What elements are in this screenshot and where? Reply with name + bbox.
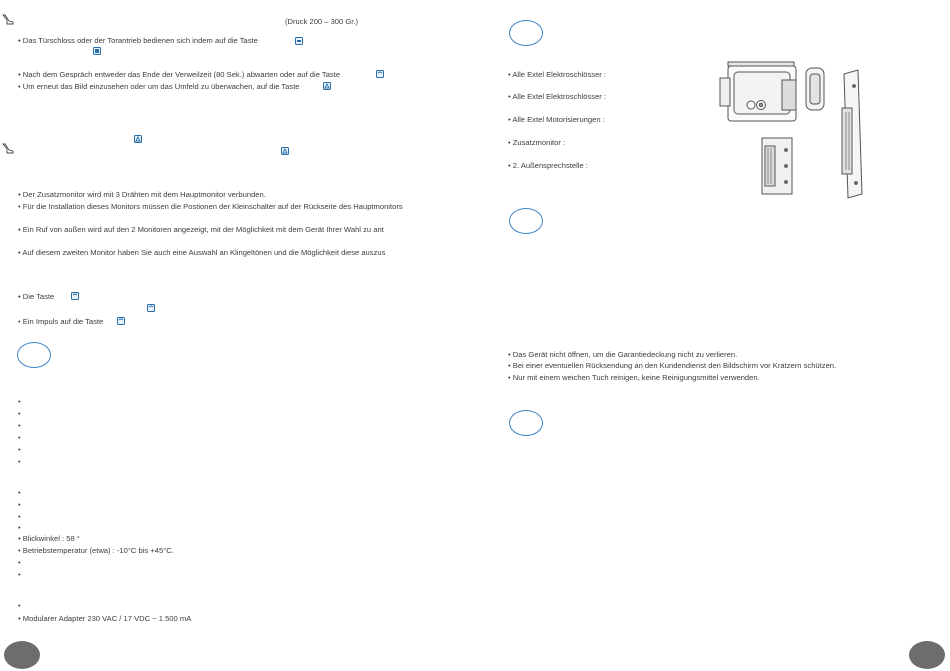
camera-key-icon-2[interactable] <box>134 135 142 143</box>
door-key-icon[interactable] <box>295 37 303 45</box>
empty-bullet: • <box>18 445 21 454</box>
empty-bullet: • <box>18 409 21 418</box>
monitor-key-icon-3[interactable] <box>117 317 125 325</box>
camera-key-icon-3[interactable] <box>281 147 289 155</box>
empty-bullet: • <box>18 433 21 442</box>
page-number-dot-right <box>909 641 945 669</box>
door-lock-line: • Das Türschloss oder der Torantrieb bedienen sich indem auf die Taste <box>18 36 258 45</box>
accessory-line: • Alle Extel Elektroschlösser : <box>508 92 607 101</box>
section-marker-circle <box>509 208 543 234</box>
empty-bullet: • <box>18 601 21 610</box>
operating-temp-line: • Betriebstemperatur (etwa) : -10°C bis +45°C. <box>18 546 174 555</box>
empty-bullet: • <box>18 558 21 567</box>
electric-locks-illustration <box>716 58 872 200</box>
section-marker-circle <box>509 20 543 46</box>
impulse-line: • Ein Impuls auf die Taste <box>18 317 104 326</box>
camera-key-icon[interactable] <box>323 82 331 90</box>
section-marker-circle <box>17 342 51 368</box>
empty-bullet: • <box>18 488 21 497</box>
the-key-line: • Die Taste <box>18 292 55 301</box>
extra-monitor-line: • Der Zusatzmonitor wird mit 3 Drähten mit dem Hauptmonitor verbunden. <box>18 190 266 199</box>
care-line: • Das Gerät nicht öffnen, um die Garantiedeckung nicht zu verlieren. <box>508 350 738 359</box>
after-call-line: • Nach dem Gespräch entweder das Ende der Verweilzeit (80 Sek.) abwarten oder auf die Taste <box>18 70 341 79</box>
accessory-line: • 2. Außensprechstelle : <box>508 161 588 170</box>
outside-call-line: • Ein Ruf von außen wird auf den 2 Monitoren angezeigt, mit der Möglichkeit mit dem Gerät Ihrer Wahl zu ant <box>18 225 384 234</box>
adapter-line: • Modularer Adapter 230 VAC / 17 VDC ~ 1.500 mA <box>18 614 192 623</box>
empty-bullet: • <box>18 500 21 509</box>
empty-bullet: • <box>18 421 21 430</box>
ringtones-line: • Auf diesem zweiten Monitor haben Sie auch eine Auswahl an Klingeltönen und die Möglichkeit diese auszus <box>18 248 386 257</box>
accessory-line: • Zusatzmonitor : <box>508 138 566 147</box>
viewing-angle-line: • Blickwinkel : 58 ° <box>18 534 80 543</box>
hand-warning-icon-2 <box>2 143 14 155</box>
pressure-note: (Druck 200 – 300 Gr.) <box>285 17 359 26</box>
strike-plate-image <box>842 70 862 198</box>
rim-lock-image <box>720 62 796 121</box>
door-key-icon-secondary[interactable] <box>93 47 101 55</box>
empty-bullet: • <box>18 397 21 406</box>
hangup-key-icon[interactable] <box>376 70 384 78</box>
hand-warning-icon <box>2 14 14 26</box>
accessory-line: • Alle Extel Motorisierungen : <box>508 115 605 124</box>
section-marker-circle <box>509 410 543 436</box>
empty-bullet: • <box>18 570 21 579</box>
accessory-line: • Alle Extel Elektroschlösser : <box>508 70 607 79</box>
monitor-key-icon-2[interactable] <box>147 304 155 312</box>
door-strike-image <box>762 138 792 194</box>
install-monitor-line: • Für die Installation dieses Monitors müssen die Postionen der Kleinschalter auf der Rückseite des Hauptmonitors <box>18 202 403 211</box>
keeper-image <box>806 68 824 110</box>
empty-bullet: • <box>18 457 21 466</box>
empty-bullet: • <box>18 523 21 532</box>
monitor-key-icon[interactable] <box>71 292 79 300</box>
empty-bullet: • <box>18 512 21 521</box>
page-number-dot-left <box>4 641 40 669</box>
care-line: • Nur mit einem weichen Tuch reinigen, keine Reinigungsmittel verwenden. <box>508 373 760 382</box>
care-line: • Bei einer eventuellen Rücksendung an den Kundendienst den Bildschirm vor Kratzern schützen. <box>508 361 837 370</box>
view-image-line: • Um erneut das Bild einzusehen oder um das Umfeld zu überwachen, auf die Taste <box>18 82 300 91</box>
